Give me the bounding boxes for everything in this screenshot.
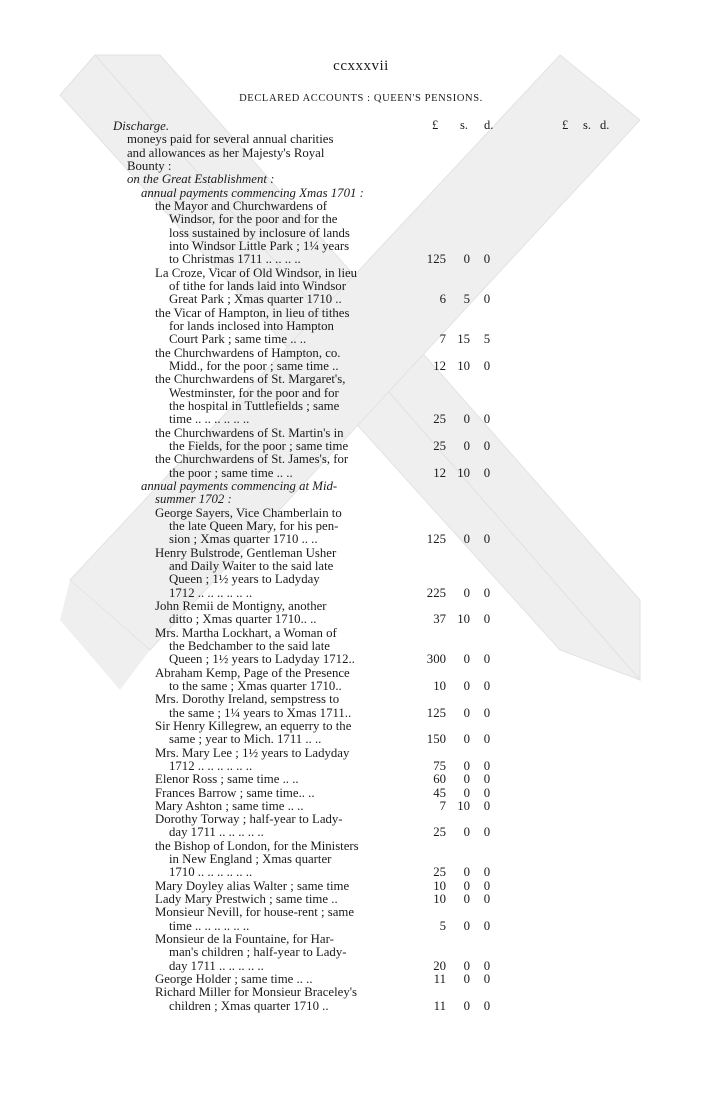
entry-text: 1712 .. .. .. .. .. .. bbox=[169, 758, 253, 773]
amount-shillings: 10 bbox=[457, 612, 470, 627]
entry-line bbox=[0, 399, 722, 413]
amount-pence: 0 bbox=[483, 252, 491, 267]
amount-pence: 0 bbox=[483, 758, 491, 773]
amount-pounds: 225 bbox=[426, 585, 446, 600]
entry-text: the Bishop of London, for the Ministers bbox=[155, 838, 359, 853]
entry-text: the hospital in Tuttlefields ; same bbox=[169, 398, 340, 413]
entry-line bbox=[0, 292, 722, 306]
amount-pounds: 5 bbox=[439, 918, 446, 933]
entry-line bbox=[0, 319, 722, 333]
entry-text: Monsieur Nevill, for house-rent ; same bbox=[155, 905, 355, 920]
amount-pence: 0 bbox=[483, 865, 491, 880]
entry-text: Great Park ; Xmas quarter 1710 .. bbox=[169, 292, 342, 307]
amount-shillings: 0 bbox=[463, 918, 470, 933]
amount-shillings: 0 bbox=[463, 585, 470, 600]
entry-text: and Daily Waiter to the said late bbox=[169, 558, 334, 573]
amount-pence: 0 bbox=[483, 585, 491, 600]
entry-line bbox=[0, 359, 722, 373]
amount-pounds: 20 bbox=[433, 958, 446, 973]
entry-line bbox=[0, 985, 722, 999]
entry-text: George Sayers, Vice Chamberlain to bbox=[155, 505, 342, 520]
entry-line bbox=[0, 212, 722, 226]
entry-text: same ; year to Mich. 1711 .. .. bbox=[169, 732, 322, 747]
entry-line bbox=[0, 479, 722, 493]
entry-text: 1712 .. .. .. .. .. .. bbox=[169, 585, 253, 600]
amount-pounds: 12 bbox=[433, 358, 446, 373]
entry-text: the Churchwardens of St. James's, for bbox=[155, 452, 349, 467]
entry-text: sion ; Xmas quarter 1710 .. .. bbox=[169, 532, 318, 547]
entry-text: Frances Barrow ; same time.. .. bbox=[155, 785, 315, 800]
entry-text: Windsor, for the poor and for the bbox=[169, 212, 338, 227]
entry-text: of tithe for lands laid into Windsor bbox=[169, 278, 346, 293]
amount-shillings: 0 bbox=[463, 705, 470, 720]
amount-shillings: 0 bbox=[463, 958, 470, 973]
pence-column-header-2: d. bbox=[600, 118, 610, 132]
amount-shillings: 5 bbox=[463, 292, 470, 307]
entry-text: Westminster, for the poor and for bbox=[169, 385, 339, 400]
entry-line bbox=[0, 586, 722, 600]
entry-line bbox=[0, 119, 722, 133]
entry-line bbox=[0, 519, 722, 533]
amount-shillings: 0 bbox=[463, 532, 470, 547]
entry-text: Monsieur de la Fountaine, for Har- bbox=[155, 932, 334, 947]
entry-text: Dorothy Torway ; half-year to Lady- bbox=[155, 812, 343, 827]
entry-text: Queen ; 1½ years to Ladyday bbox=[169, 572, 320, 587]
entry-text: to the same ; Xmas quarter 1710.. bbox=[169, 678, 342, 693]
entry-text: Abraham Kemp, Page of the Presence bbox=[155, 665, 350, 680]
amount-pounds: 10 bbox=[433, 878, 446, 893]
entry-text: Court Park ; same time .. .. bbox=[169, 332, 307, 347]
entry-text: 1710 .. .. .. .. .. .. bbox=[169, 865, 253, 880]
amount-pounds: 125 bbox=[426, 705, 446, 720]
entry-line bbox=[0, 652, 722, 666]
entry-text: and allowances as her Majesty's Royal bbox=[127, 145, 325, 160]
entry-line bbox=[0, 239, 722, 253]
entry-text: annual payments commencing at Mid- bbox=[141, 478, 338, 493]
entry-line bbox=[0, 612, 722, 626]
amount-shillings: 0 bbox=[463, 878, 470, 893]
amount-pence: 0 bbox=[483, 825, 491, 840]
amount-pounds: 10 bbox=[433, 678, 446, 693]
pence-column-header: d. bbox=[484, 118, 494, 132]
entry-line bbox=[0, 905, 722, 919]
amount-pounds: 25 bbox=[433, 825, 446, 840]
entry-text: man's children ; half-year to Lady- bbox=[169, 945, 347, 960]
amount-pounds: 7 bbox=[439, 798, 446, 813]
entry-line bbox=[0, 879, 722, 893]
amount-pence: 0 bbox=[483, 732, 491, 747]
amount-pence: 0 bbox=[483, 772, 491, 787]
entry-text: Queen ; 1½ years to Ladyday 1712.. bbox=[169, 652, 355, 667]
amount-pence: 0 bbox=[483, 358, 491, 373]
amount-pounds: 25 bbox=[433, 412, 446, 427]
amount-shillings: 0 bbox=[463, 758, 470, 773]
entry-text: Mrs. Martha Lockhart, a Woman of bbox=[155, 625, 337, 640]
entry-line bbox=[0, 639, 722, 653]
amount-pence: 0 bbox=[483, 412, 491, 427]
entry-line bbox=[0, 186, 722, 200]
amount-shillings: 10 bbox=[457, 798, 470, 813]
entry-text: the Churchwardens of Hampton, co. bbox=[155, 345, 341, 360]
amount-shillings: 0 bbox=[463, 972, 470, 987]
entry-line bbox=[0, 892, 722, 906]
amount-pence: 0 bbox=[483, 878, 491, 893]
entry-text: the poor ; same time .. .. bbox=[169, 465, 293, 480]
entry-line bbox=[0, 719, 722, 733]
entry-line bbox=[0, 372, 722, 386]
page-number: ccxxxvii bbox=[333, 58, 389, 74]
entry-line bbox=[0, 865, 722, 879]
entry-line bbox=[0, 972, 722, 986]
entry-line bbox=[0, 572, 722, 586]
amount-pounds: 60 bbox=[433, 772, 446, 787]
entry-text: the Vicar of Hampton, in lieu of tithes bbox=[155, 305, 350, 320]
amount-pence: 0 bbox=[483, 972, 491, 987]
shilling-column-header: s. bbox=[460, 118, 468, 132]
entry-line bbox=[0, 599, 722, 613]
amount-pence: 0 bbox=[483, 785, 491, 800]
entry-text: on the Great Establishment : bbox=[127, 172, 275, 187]
entry-text: the Fields, for the poor ; same time bbox=[169, 438, 349, 453]
entry-text: loss sustained by inclosure of lands bbox=[169, 225, 350, 240]
entry-text: annual payments commencing Xmas 1701 : bbox=[141, 185, 364, 200]
entry-line bbox=[0, 532, 722, 546]
entry-line bbox=[0, 266, 722, 280]
amount-pounds: 6 bbox=[439, 292, 446, 307]
pound-column-header: £ bbox=[432, 118, 439, 132]
entry-line bbox=[0, 279, 722, 293]
entry-line bbox=[0, 706, 722, 720]
entry-line bbox=[0, 812, 722, 826]
amount-pounds: 125 bbox=[426, 252, 446, 267]
amount-pence: 0 bbox=[483, 798, 491, 813]
amount-pence: 0 bbox=[483, 998, 491, 1013]
amount-shillings: 0 bbox=[463, 892, 470, 907]
entry-text: summer 1702 : bbox=[155, 492, 232, 507]
entry-line bbox=[0, 426, 722, 440]
entry-text: into Windsor Little Park ; 1¼ years bbox=[169, 238, 350, 253]
entry-text: the Churchwardens of St. Martin's in bbox=[155, 425, 344, 440]
entry-line bbox=[0, 159, 722, 173]
amount-shillings: 0 bbox=[463, 772, 470, 787]
amount-shillings: 10 bbox=[457, 358, 470, 373]
amount-pence: 5 bbox=[483, 332, 491, 347]
entry-line bbox=[0, 386, 722, 400]
entry-line bbox=[0, 679, 722, 693]
amount-pounds: 7 bbox=[439, 332, 446, 347]
entry-text: day 1711 .. .. .. .. .. bbox=[169, 825, 264, 840]
entry-line bbox=[0, 452, 722, 466]
entry-line bbox=[0, 346, 722, 360]
amount-shillings: 15 bbox=[457, 332, 470, 347]
entry-text: children ; Xmas quarter 1710 .. bbox=[169, 998, 329, 1013]
amount-shillings: 0 bbox=[463, 412, 470, 427]
entry-text: time .. .. .. .. .. .. bbox=[169, 412, 250, 427]
entry-line bbox=[0, 746, 722, 760]
entry-line bbox=[0, 506, 722, 520]
entry-text: Lady Mary Prestwich ; same time .. bbox=[155, 892, 338, 907]
entry-line bbox=[0, 772, 722, 786]
amount-shillings: 0 bbox=[463, 865, 470, 880]
amount-pounds: 37 bbox=[433, 612, 446, 627]
entry-line bbox=[0, 825, 722, 839]
entry-line bbox=[0, 132, 722, 146]
entry-text: Mary Ashton ; same time .. .. bbox=[155, 798, 304, 813]
entry-line bbox=[0, 666, 722, 680]
amount-pence: 0 bbox=[483, 532, 491, 547]
entry-text: to Christmas 1711 .. .. .. .. bbox=[169, 252, 301, 267]
amount-pence: 0 bbox=[483, 892, 491, 907]
amount-shillings: 0 bbox=[463, 785, 470, 800]
amount-shillings: 0 bbox=[463, 252, 470, 267]
amount-pence: 0 bbox=[483, 678, 491, 693]
entry-line bbox=[0, 172, 722, 186]
entry-line bbox=[0, 492, 722, 506]
entry-text: John Remii de Montigny, another bbox=[155, 598, 327, 613]
entry-text: Elenor Ross ; same time .. .. bbox=[155, 772, 299, 787]
entry-text: the same ; 1¼ years to Xmas 1711.. bbox=[169, 705, 352, 720]
amount-pounds: 12 bbox=[433, 465, 446, 480]
amount-pence: 0 bbox=[483, 652, 491, 667]
entry-line bbox=[0, 559, 722, 573]
entry-line bbox=[0, 252, 722, 266]
entry-line bbox=[0, 999, 722, 1013]
entry-text: day 1711 .. .. .. .. .. bbox=[169, 958, 264, 973]
entry-line bbox=[0, 919, 722, 933]
amount-pounds: 11 bbox=[433, 972, 446, 987]
entry-text: time .. .. .. .. .. .. bbox=[169, 918, 250, 933]
entry-text: moneys paid for several annual charities bbox=[127, 132, 334, 147]
entry-line bbox=[0, 146, 722, 160]
amount-pounds: 10 bbox=[433, 892, 446, 907]
entry-text: the Churchwardens of St. Margaret's, bbox=[155, 372, 346, 387]
entry-text: Mrs. Mary Lee ; 1½ years to Ladyday bbox=[155, 745, 350, 760]
amount-pounds: 25 bbox=[433, 438, 446, 453]
entry-text: in New England ; Xmas quarter bbox=[169, 852, 332, 867]
entry-text: George Holder ; same time .. .. bbox=[155, 972, 313, 987]
entry-line bbox=[0, 692, 722, 706]
amount-pounds: 45 bbox=[433, 785, 446, 800]
entry-text: Sir Henry Killegrew, an equerry to the bbox=[155, 718, 352, 733]
entry-text: the Mayor and Churchwardens of bbox=[155, 198, 327, 213]
entry-text: Mrs. Dorothy Ireland, sempstress to bbox=[155, 692, 340, 707]
entry-line bbox=[0, 839, 722, 853]
entry-text: ditto ; Xmas quarter 1710.. .. bbox=[169, 612, 317, 627]
entry-line bbox=[0, 759, 722, 773]
entry-line bbox=[0, 412, 722, 426]
amount-shillings: 10 bbox=[457, 465, 470, 480]
entry-line bbox=[0, 945, 722, 959]
amount-pounds: 25 bbox=[433, 865, 446, 880]
entry-line bbox=[0, 332, 722, 346]
entry-text: Midd., for the poor ; same time .. bbox=[169, 358, 339, 373]
entry-line bbox=[0, 226, 722, 240]
entry-text: Bounty : bbox=[127, 158, 172, 173]
entry-text: Mary Doyley alias Walter ; same time bbox=[155, 878, 350, 893]
entry-line bbox=[0, 786, 722, 800]
pound-column-header-2: £ bbox=[562, 118, 569, 132]
entry-line bbox=[0, 959, 722, 973]
amount-pence: 0 bbox=[483, 465, 491, 480]
amount-shillings: 0 bbox=[463, 678, 470, 693]
amount-pence: 0 bbox=[483, 918, 491, 933]
entry-line bbox=[0, 732, 722, 746]
entry-line bbox=[0, 799, 722, 813]
amount-shillings: 0 bbox=[463, 998, 470, 1013]
amount-shillings: 0 bbox=[463, 438, 470, 453]
entry-text: the Bedchamber to the said late bbox=[169, 638, 330, 653]
amount-pence: 0 bbox=[483, 292, 491, 307]
amount-pence: 0 bbox=[483, 612, 491, 627]
amount-shillings: 0 bbox=[463, 825, 470, 840]
entry-text: for lands inclosed into Hampton bbox=[169, 318, 334, 333]
amount-pounds: 150 bbox=[426, 732, 446, 747]
entry-text: Richard Miller for Monsieur Braceley's bbox=[155, 985, 358, 1000]
entry-line bbox=[0, 546, 722, 560]
entry-line bbox=[0, 852, 722, 866]
entry-line bbox=[0, 306, 722, 320]
amount-shillings: 0 bbox=[463, 732, 470, 747]
amount-pence: 0 bbox=[483, 438, 491, 453]
amount-pence: 0 bbox=[483, 705, 491, 720]
entry-text: La Croze, Vicar of Old Windsor, in lieu bbox=[155, 265, 358, 280]
shilling-column-header-2: s. bbox=[583, 118, 591, 132]
running-head: DECLARED ACCOUNTS : QUEEN'S PENSIONS. bbox=[239, 93, 483, 104]
amount-pounds: 300 bbox=[426, 652, 446, 667]
amount-shillings: 0 bbox=[463, 652, 470, 667]
amount-pounds: 75 bbox=[433, 758, 446, 773]
entry-line bbox=[0, 466, 722, 480]
entry-line bbox=[0, 932, 722, 946]
entry-text: Henry Bulstrode, Gentleman Usher bbox=[155, 545, 337, 560]
amount-pounds: 125 bbox=[426, 532, 446, 547]
entry-text: Discharge. bbox=[113, 119, 170, 133]
entry-line bbox=[0, 439, 722, 453]
entry-line bbox=[0, 626, 722, 640]
entry-text: the late Queen Mary, for his pen- bbox=[169, 518, 339, 533]
amount-pounds: 11 bbox=[433, 998, 446, 1013]
entry-line bbox=[0, 199, 722, 213]
amount-pence: 0 bbox=[483, 958, 491, 973]
